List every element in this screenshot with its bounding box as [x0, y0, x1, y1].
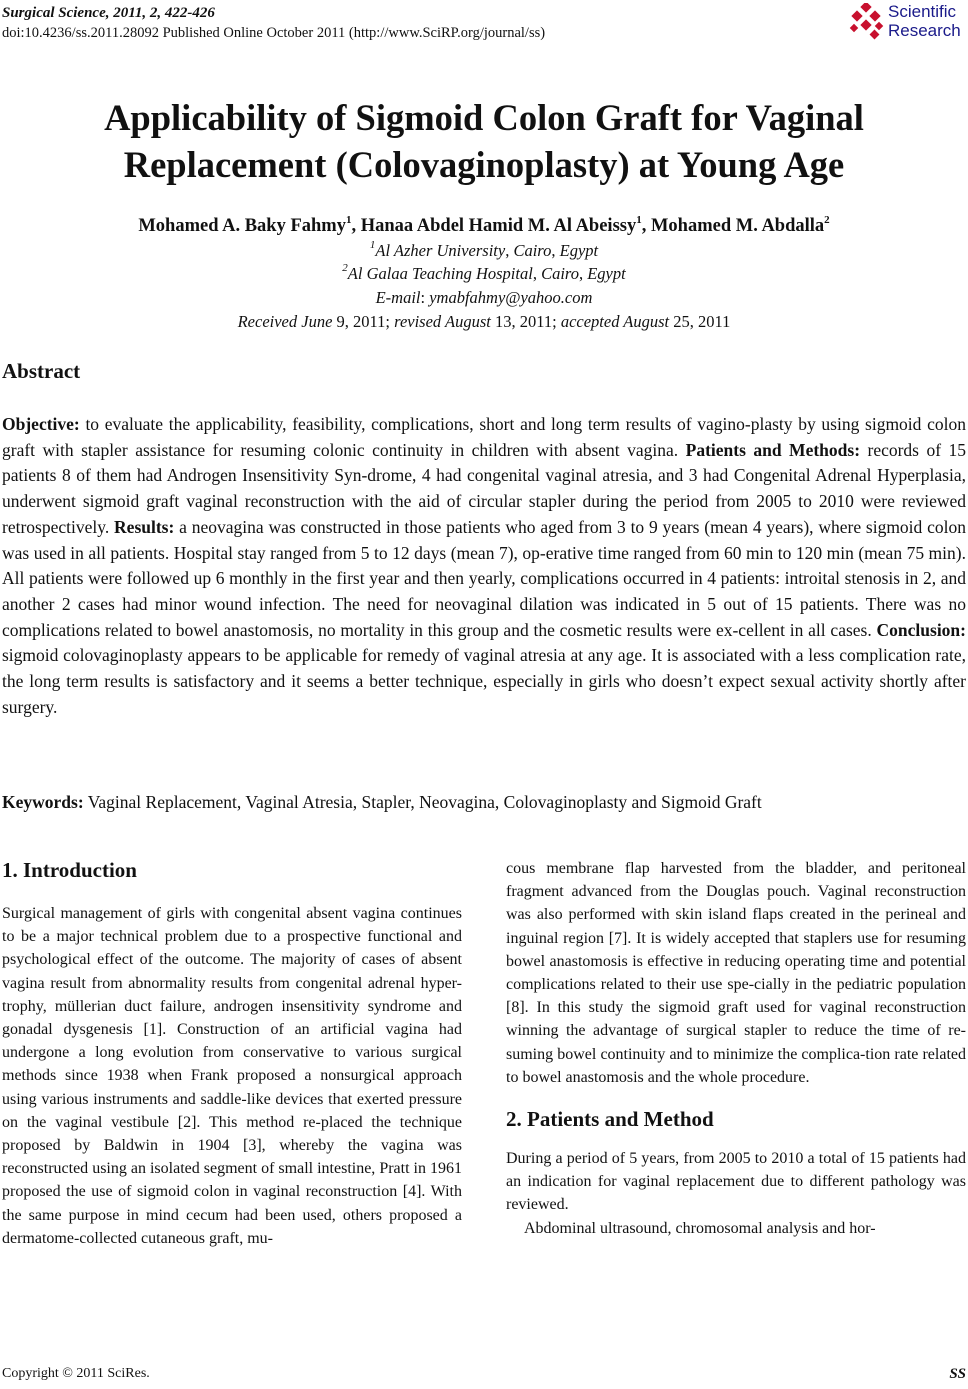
intro-paragraph-2: cous membrane flap harvested from the bladder, and peritoneal fragment advanced from the Douglas pouch. Vaginal reconstruction was also performed with skin island flaps created in the perineal and inguinal region [7]. It is widely accepted that staplers use for resuming bowel anastomosis is effective in reducing operating time and potential complications related to their use spe-cially in the pediatric population [8]. In this study the sigmoid graft used for vaginal reconstruction winning the advantage of surgical stapler to reduce the time of re-suming bowel continuity and to minimize the complica-tion rate related to bowel anastomosis and the whole procedure.: [506, 860, 966, 1086]
affiliation-1-country: Egypt: [559, 241, 599, 260]
left-column: [2, 856, 462, 1250]
email-address[interactable]: ymabfahmy@yahoo.com: [429, 288, 593, 307]
results-label: Results:: [114, 516, 175, 537]
affiliation-2-country: Egypt: [587, 264, 626, 283]
logo-line-2: Research: [888, 21, 961, 40]
received-label: Received June: [237, 312, 333, 331]
results-text: a neovagina was constructed in those patients who aged from 3 to 9 years (mean 4 years), where sigmoid colon was used in all patients. Hospital stay ranged from 5 to 12 days (mean 7), op-erative time ranged from 60 min to 120 min (mean 75 min). All patients were followed up 6 monthly in the first year and then yearly, complications occurred in 4 patients: introital stenosis in 2, and another 2 cases had minor wound infection. The need for neovaginal dilation was indicated in 5 out of 15 patients. There was no complications related to bowel anastomosis, no mortality in this group and the cosmetic results were ex-cellent in all cases.: [2, 516, 966, 640]
abstract-body: [2, 412, 966, 720]
title-line-2: Replacement (Colovaginoplasty) at Young Age: [123, 144, 845, 185]
author-1-affil: 1: [345, 214, 352, 226]
author-3: Mohamed M. Abdalla: [650, 216, 825, 236]
intro-heading: 1. Introduction: [2, 858, 137, 882]
author-1: Mohamed A. Baky Fahmy: [138, 216, 346, 236]
logo-line-1: Scientific: [888, 2, 957, 21]
dates-line: [0, 312, 968, 332]
abstract-heading: Abstract: [2, 359, 81, 383]
keywords-label: Keywords:: [2, 792, 84, 812]
objective-label: Objective:: [2, 414, 80, 434]
author-sep: ,: [351, 216, 361, 236]
conclusion-label: Conclusion:: [876, 619, 966, 640]
email-label: E-mail: [375, 288, 421, 307]
logo-text: [888, 2, 961, 40]
methods-text: records of 15 patients 8 of them had Androgen Insensitivity Syn-drome, 4 had congenital vaginal atresia, and 3 had Congenital Adrenal Hyperplasia, underwent sigmoid graft vaginal reconstruction with the aid of circular stapler during the period from 2005 to 2010 were reviewed retrospectively.: [2, 439, 967, 537]
email-line: E-mail: ymabfahmy@yahoo.com: [375, 288, 593, 307]
author-2-affil: 1: [636, 214, 642, 226]
keywords: [2, 792, 968, 813]
revised-date: 13, 2011;: [490, 312, 561, 331]
author-list: [0, 216, 968, 237]
affiliation-2: $^2$Al Galaa Teaching Hospital, Cairo, Egypt: [342, 262, 626, 283]
doi-line: doi:10.4236/ss.2011.28092 Published Online October 2011 (http://www.SciRP.org/journal/ss): [2, 25, 546, 41]
affiliation-1-number: 1: [369, 239, 376, 251]
objective-text: to evaluate the applicability, feasibility, complications, short and long term results of vagino-plasty by using sigmoid colon graft with stapler assistance for resuming colonic continuity in children with absent vagina.: [2, 414, 966, 460]
affiliation-1: $^1$Al Azher University, Cairo, Egypt: [369, 239, 599, 260]
accepted-date: 25, 2011: [669, 312, 731, 331]
publisher-logo: [848, 2, 966, 44]
affiliation-2-inst: Al Galaa Teaching Hospital: [347, 264, 533, 283]
paper-title: [0, 94, 968, 188]
affiliation-1-inst: Al Azher University: [375, 241, 506, 260]
author-3-affil: 2: [824, 214, 830, 226]
affiliation-2-number: 2: [342, 262, 348, 274]
affiliation-2-city: Cairo: [541, 264, 579, 283]
methods-label: Patients and Methods:: [685, 439, 861, 460]
methods-heading: 2. Patients and Method: [506, 1107, 714, 1132]
title-line-1: Applicability of Sigmoid Colon Graft for Vaginal: [104, 97, 864, 138]
running-header: [2, 3, 545, 43]
copyright: Copyright © 2011 SciRes.: [2, 1366, 150, 1381]
methods-paragraph-2: Abdominal ultrasound, chromosomal analysis and hor-: [524, 1219, 876, 1237]
affiliation-1-city: Cairo: [513, 241, 552, 260]
logo-mark-icon: [848, 3, 886, 43]
accepted-label: accepted August: [560, 312, 670, 331]
keywords-text: Vaginal Replacement, Vaginal Atresia, Stapler, Neovagina, Colovaginoplasty and Sigmoid Graft: [83, 792, 762, 812]
journal-abbr: SS: [949, 1366, 966, 1382]
methods-paragraph-1: During a period of 5 years, from 2005 to 2010 a total of 15 patients had an indication for vaginal replacement due to different pathology was reviewed.: [506, 1150, 966, 1214]
received-date: 9, 2011;: [332, 312, 395, 331]
author-sep: ,: [641, 216, 651, 236]
intro-paragraph-1: Surgical management of girls with congenital absent vagina continues to be a major technical problem due to a prospective functional and psychological effect of the outcome. The majority of cases of absent vagina result from abnormality results from congenital adrenal hyper-trophy, müllerian duct failure, androgen insensitivity syndrome and gonadal dysgenesis [1]. Construction of an artificial vagina had undergone a long evolution from conservative to various surgical methods since 1938 when Frank proposed a nonsurgical approach using various instruments and saddle-like devices that exerted pressure on the vaginal vestibule [2]. This method re-placed the technique proposed by Baldwin in 1904 [3], whereby the vagina was reconstructed using an isolated segment of small intestine, Pratt in 1961 proposed the use of sigmoid colon in vaginal reconstruction [4]. With the same purpose in mind cecum had been used, others proposed a dermatome-collected cutaneous graft, mu-: [2, 905, 462, 1247]
revised-label: revised August: [394, 312, 491, 331]
journal-name: Surgical Science: [2, 5, 106, 21]
conclusion-text: sigmoid colovaginoplasty appears to be applicable for remedy of vaginal atresia at any age. It is associated with a less complication rate, the long term results is satisfactory and it seems a better technique, especially in girls who doesn’t expect sexual activity shortly after surgery.: [2, 645, 966, 717]
right-column: [506, 857, 966, 1240]
journal-volume: , 2011, 2, 422-426: [105, 5, 215, 21]
author-2: Hanaa Abdel Hamid M. Al Abeissy: [360, 216, 637, 236]
